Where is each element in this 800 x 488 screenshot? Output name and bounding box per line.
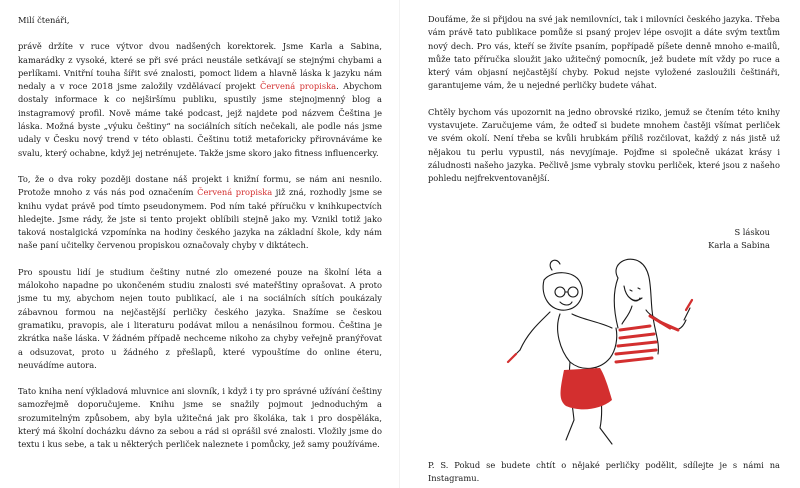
signature-line-2: Karla a Sabina	[708, 240, 770, 251]
pseudonym-highlight: Červená propiska	[197, 187, 273, 198]
greeting: Milí čtenáři,	[18, 15, 70, 25]
about-book-paragraph: Tato kniha není výkladová mluvnice ani slovník, i když i ty pro správné užívání češtiny samozřejmě doporučujeme. Knihu jsme se snažily pojmout jednoduchým a srozumitelným způsobem, aby byla užitečná jak pro školáka, tak i pro dospěláka, který má školní docházku dávno za sebou a rád si oprášil své znalosti. Vložily jsme do textu i kus sebe, a tak u některých perliček naleznete i pomůcky, jež samy používáme.	[18, 386, 382, 450]
book-text-b: již zná, rozhodly jsme se knihu vydat právě pod tímto pseudonymem. Pod ním také příručku v knihkupectvích hledejte. Jsme rády, že jste si tento projekt oblíbili stejně jako my. Vznikl totiž jako taková nostalgická vzpomínka na hodiny českého jazyka na základní škole, kdy nám naše paní učitelky červenou propiskou označovaly chyby v diktátech.	[18, 187, 383, 251]
book-paragraph	[18, 173, 382, 253]
book-text-a: To, že o dva roky později dostane náš projekt i knižní formu, se nám ani nesnilo. Protože mnoho z vás nás pod označením	[18, 173, 382, 198]
intro-text-a: právě držíte v ruce výtvor dvou nadšených korektorek. Jsme Karla a Sabina, kamarádky z vysoké, které se při své práci neustále setkávají se stejnými chybami a perlíkami. Vnitřní touha šířit své znalosti, pomoct lidem a hlavně láska k jazyku nám nedaly a v roce 2018 jsme založily vzdělávací projekt	[18, 41, 382, 92]
study-paragraph: Pro spoustu lidí je studium češtiny nutné zlo omezené pouze na školní léta a málokoho napadne po ukončeném studiu znalosti své mateřštiny oprašovat. A proto jsme tu my, abychom nejen touto publikací, ale i na sociálních sítích poukázaly zábavnou formou na nejčastější perličky českého jazyka. Snažíme se českou gramatiku, pravopis, ale i literaturu podávat milou a nenásilnou formou. Čeština je zkrátka naše láska. V žádném případě nechceme nikoho za chyby veřejně pranýřovat a odsuzovat, proto u žádného z přešlapů, které vypouštíme do online éteru, neuvádíme autora.	[18, 266, 382, 370]
intro-paragraph	[18, 40, 382, 160]
signature-line-1: S láskou	[734, 227, 770, 237]
postscript: P. S. Pokud se budete chtít o nějaké perličky podělit, sdílejte je s námi na Instagramu.	[428, 460, 780, 484]
intro-text-b: . Abychom dostaly informace k co nejširšímu publiku, spustily jsme stejnojmenný blog a instagramový profil. Nově máme také podcast, jejž najdete pod názvem Čeština je láska. Možná byste „výuku češtiny“ na sociálních sítích nečekali, ale podle nás jsme udaly v Česku nový trend v této oblasti. Češtinu totiž metaforicky přirovnáváme ke svalu, který ochabne, když jej netrénujete. Takže jsme skoro jako fitness influencerky.	[18, 81, 382, 158]
warning-paragraph: Chtěly bychom vás upozornit na jedno obrovské riziko, jemuž se čtením této knihy vystavujete. Zaručujeme vám, že odteď si budete mnohem častěji všímat perliček ve svém okolí. Není třeba se kvůli hrubkám příliš rozčilovat, každý z nás jistě už nějakou tu perlu vypustil, nás nevyjímaje. Pojďme si společně ukázat krásy i záludnosti našeho jazyka. Pečlivě jsme vybraly stovku perliček, které jsou z našeho pohledu nejfrekventovanější.	[428, 106, 780, 184]
two-friends-illustration	[500, 250, 700, 450]
hope-paragraph: Doufáme, že si přijdou na své jak nemilovníci, tak i milovníci českého jazyka. Třeba vám právě tato publikace pomůže si psaný projev lépe osvojit a dáte svým textům nový dech. Pro vás, kteří se živíte psaním, popřípadě píšete denně mnoho e-mailů, může tato příručka sloužit jako užitečný pomocník, jež budete mít vždy po ruce a který vám objasní nejčastější chyby. Pokud nejste vyložené zasloužili češtináři, garantujeme vám, že u nejedné perličky budete váhat.	[428, 14, 780, 91]
project-name-highlight: Červená propiska	[260, 81, 337, 92]
signature	[708, 226, 770, 253]
